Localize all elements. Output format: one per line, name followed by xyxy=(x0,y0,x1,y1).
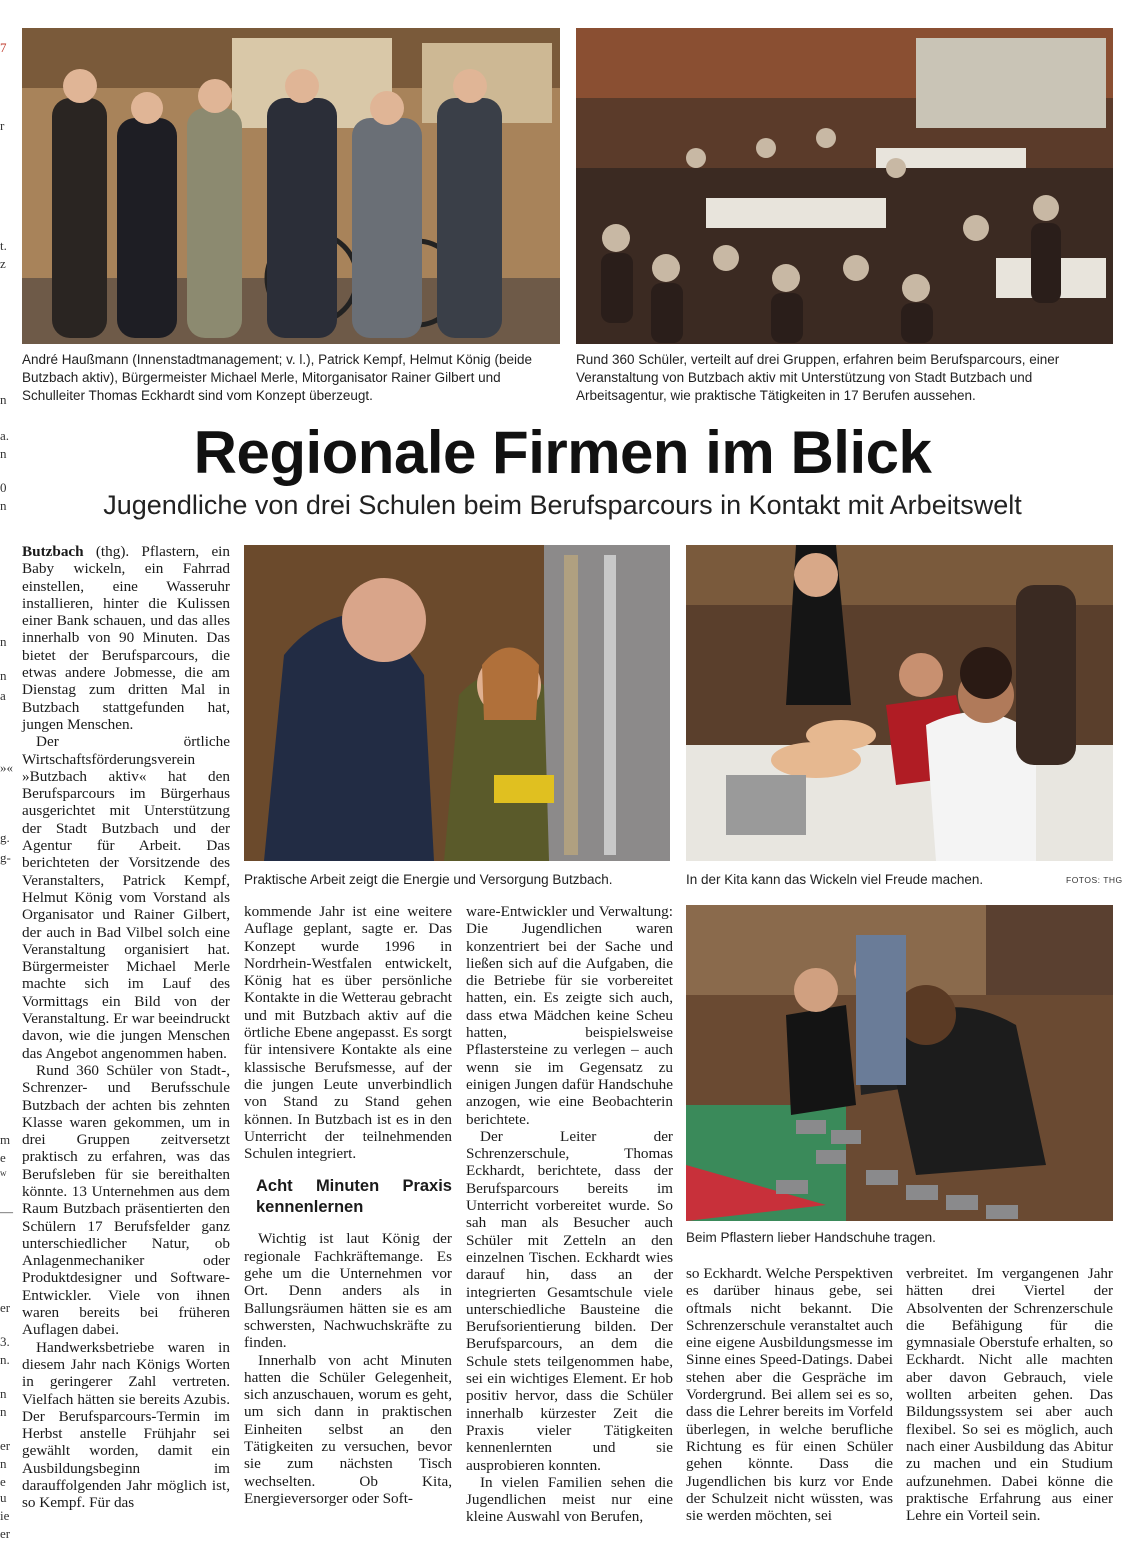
article-paragraph xyxy=(22,543,230,733)
edge-fragment: n. xyxy=(0,1352,10,1367)
caption-kita-photo: In der Kita kann das Wickeln viel Freude machen. xyxy=(686,872,984,887)
edge-fragment: u xyxy=(0,1490,7,1505)
subheadline: Jugendliche von drei Schulen beim Berufsparcours in Kontakt mit Arbeitswelt xyxy=(103,490,1022,520)
edge-fragment: g. xyxy=(0,830,10,845)
article-paragraph: In vielen Familien sehen die Jugendlichen meist nur eine kleine Auswahl von Berufen, xyxy=(466,1473,673,1526)
article-column-1 xyxy=(22,543,230,1512)
edge-fragment: n xyxy=(0,498,7,513)
edge-fragment: — xyxy=(0,1204,13,1219)
group-photo xyxy=(22,28,560,344)
edge-fragment: m xyxy=(0,1132,11,1147)
article-column-3 xyxy=(466,903,673,1526)
edge-fragment: r xyxy=(0,118,5,133)
article-paragraph: Handwerksbetriebe waren in diesem Jahr nach Königs Worten in geringerer Zahl vertreten. Vielfach hätten sie bereits Azubis. Der Berufsparcours-Termin im Herbst anstelle Frühjahr sei gewählt worden, damit ein Ausbildungsbeginn im darauffolgenden Jahr möglich ist, so Kempf. Für das xyxy=(22,1338,230,1512)
edge-fragment: t. xyxy=(0,238,7,253)
article-paragraph: Rund 360 Schüler von Stadt-, Schrenzer- und Berufsschule Butzbach der achten bis zehnten Klasse waren gekommen, um in drei Gruppen zeitversetzt praktisch zu erfahren, was das Berufsleben für sie bereithalten könnte. 13 Unternehmen aus dem Raum Butzbach präsentierten den Schülern 17 Berufsfelder ganz unterschiedlicher Natur, ob Anlagenmechaniker oder Produktdesigner und Software-Entwickler. Viele von ihnen waren bereits bei früheren Auflagen dabei. xyxy=(22,1061,230,1339)
edge-fragment: w xyxy=(0,1168,7,1178)
edge-fragment: er xyxy=(0,1438,11,1453)
article-paragraph: verbreitet. Im vergangenen Jahr hätten drei Viertel der Absolventen der Schrenzerschule die Befähigung für die gymnasiale Oberstufe erhalten, so Eckhardt. Nicht alle machten aber davon Gebrauch, viele wollten arbeiten gehen. Das Bildungssystem sei aber auch flexibel. So sei es möglich, auch nach einer Ausbildung das Abitur zu machen und ein Studium aufzunehmen. Dabei könne die praktische Erfahrung aus einer Lehre ein Vorteil sein. xyxy=(906,1265,1113,1525)
edge-fragment: g- xyxy=(0,850,11,865)
article-column-4 xyxy=(686,1265,893,1524)
article-column-5 xyxy=(906,1265,1113,1524)
article-paragraph: Innerhalb von acht Minuten hatten die Schüler Gelegenheit, sich anzuschauen, worum es geht, um sich dann in praktischen Einheiten selbst an den Tätigkeiten zu versuchen, bevor sie zum nächsten Tisch wechselten. Ob Kita, Energieversorger oder Soft- xyxy=(244,1351,452,1507)
article-paragraph: ware-Entwickler und Verwaltung: Die Jugendlichen waren konzentriert bei der Sache und ließen sich auf die Aufgaben, die die Betriebe für sie vorbereitet hatten, ein. Es zeigte sich auch, dass etwa Mädchen keine Scheu hatten, beispielsweise Pflastersteine zu verlegen – auch wenn sie im Gegensatz zu einigen Jungen dafür Handschuhe anzogen, wie eine Beobachterin berichtete. xyxy=(466,903,673,1128)
article-paragraph: Wichtig ist laut König der regionale Fachkräftemange. Es gehe um die Unternehmen vor Ort. Denn anders als in Ballungsräumen hätten sie es am schwersten, Nachwuchskräfte zu finden. xyxy=(244,1230,452,1352)
caption-hall-photo: Rund 360 Schüler, verteilt auf drei Gruppen, erfahren beim Berufsparcours, einer Veranstaltung von Butzbach aktiv mit Unterstützung von Stadt Butzbach und Arbeitsagentur, wie praktische Tätigkeiten in 17 Berufen aussehen. xyxy=(576,352,1060,403)
edge-fragment: a xyxy=(0,688,6,703)
edge-fragment: 7 xyxy=(0,40,7,55)
headline: Regionale Firmen im Blick xyxy=(193,419,932,486)
article-paragraph: kommende Jahr ist eine weitere Auflage geplant, sagte er. Das Konzept wurde 1996 in Nordrhein-Westfalen entwickelt, König hat es über persönliche Kontakte in die Wetterau gebracht und mit Butzbach aktiv auf die örtliche Ebene angepasst. Es sorgt für intensivere Kontakte als eine klassische Berufsmesse, auf der die jungen Leute unverbindlich von Stand zu Stand gehen können. In Butzbach ist es in den Unterricht der teilnehmenden Schulen integriert. xyxy=(244,903,452,1163)
kita-photo xyxy=(686,545,1113,861)
photo-credit: FOTOS: THG xyxy=(1066,875,1123,885)
article-paragraph: Der örtliche Wirtschaftsförderungsverein »Butzbach aktiv« hat den Berufsparcours im Bürgerhaus ausgerichtet mit Unterstützung der Stadt Butzbach und der Agentur für Arbeit. Das berichteten der Vorsitzende des Veranstalters, Patrick Kempf, Helmut König vom Vorstand als Organisator und Rainer Gilbert, der auch in Bad Vilbel solch eine Veranstaltung organisiert hat. Bürgermeister Michael Merle machte sich im Lauf des Vormittags ein Bild von der Veranstaltung. Er war beeindruckt davon, wie die jungen Menschen das Angebot angenommen haben. xyxy=(22,733,230,1062)
energy-photo xyxy=(244,545,670,861)
edge-fragment: »« xyxy=(0,760,13,775)
dateline: Butzbach xyxy=(22,543,84,560)
edge-fragment: e xyxy=(0,1474,6,1489)
paving-photo xyxy=(686,905,1113,1221)
caption-paving-photo: Beim Pflastern lieber Handschuhe tragen. xyxy=(686,1230,936,1245)
hall-photo xyxy=(576,28,1113,344)
edge-fragment: a. xyxy=(0,428,10,443)
edge-fragment: n xyxy=(0,1404,7,1419)
edge-fragment: z xyxy=(0,256,6,271)
caption-group-photo: André Haußmann (Innenstadtmanagement; v. l.), Patrick Kempf, Helmut König (beide Butzbach aktiv), Bürgermeister Michael Merle, Mitorganisator Rainer Gilbert und Schulleiter Thomas Eckhardt sind vom Konzept überzeugt. xyxy=(22,352,532,403)
article-paragraph: Der Leiter der Schrenzerschule, Thomas Eckhardt, berichtete, dass der Berufsparcours bereits im Unterricht vorbereitet wurde. So sah man als Besucher auch Schüler mit Zetteln an den einzelnen Tischen. Eckhardt wies darauf hin, dass an der integrierten Gesamtschule viele unterschiedliche Bausteine die Berufsorientierung bilden. Der Berufsparcours, an dem die Schule stets teilgenommen habe, sei ein wichtiges Element. Er hob positiv hervor, dass die Schüler innerhalb kürzester Zeit die Praxis vieler Tätigkeiten kennenlernten und sie ausprobieren konnten. xyxy=(466,1127,673,1474)
edge-fragment: ie xyxy=(0,1508,10,1523)
edge-fragment: er xyxy=(0,1300,11,1315)
edge-fragment: 0 xyxy=(0,480,7,495)
edge-fragment: n xyxy=(0,1456,7,1471)
edge-fragment: 3. xyxy=(0,1334,10,1349)
edge-fragment: er xyxy=(0,1526,11,1541)
edge-fragment: n xyxy=(0,668,7,683)
article-paragraph: so Eckhardt. Welche Perspektiven es darüber hinaus gebe, sei oftmals nicht bekannt. Die Schrenzerschule veranstaltet auch eine eigene Ausbildungsmesse im Sinne eines Speed-Datings. Dabei stehen aber die Gespräche im Vordergrund. Bei allem sei es so, dass die Lehrer bereits im Vorfeld überlegen, in welche berufliche Richtung es für einen Schüler gehen könnte. Dass die Jugendlichen bis kurz vor Ende der Schulzeit nicht wüssten, was sie werden möchten, sei xyxy=(686,1265,893,1525)
paragraph-text: (thg). Pflastern, ein Baby wickeln, ein Fahrrad einstellen, eine Wasseruhr installieren, hinter die Kulissen einer Bank schauen, und das alles innerhalb von 90 Minuten. Das bietet der Berufsparcours, die etwas andere Jobmesse, die am Dienstag zum dritten Mal in Butzbach stattgefunden hat, jungen Menschen. xyxy=(22,543,230,733)
neighbour-column-fragments xyxy=(0,0,14,1559)
edge-fragment: n xyxy=(0,634,7,649)
edge-fragment: n xyxy=(0,1386,7,1401)
section-subheading: Acht Minuten Praxis kennenlernen xyxy=(256,1177,452,1217)
article-column-2 xyxy=(244,903,452,1507)
edge-fragment: n xyxy=(0,392,7,407)
caption-energy-photo: Praktische Arbeit zeigt die Energie und Versorgung Butzbach. xyxy=(244,872,613,887)
edge-fragment: e xyxy=(0,1150,6,1165)
edge-fragment: n xyxy=(0,446,7,461)
